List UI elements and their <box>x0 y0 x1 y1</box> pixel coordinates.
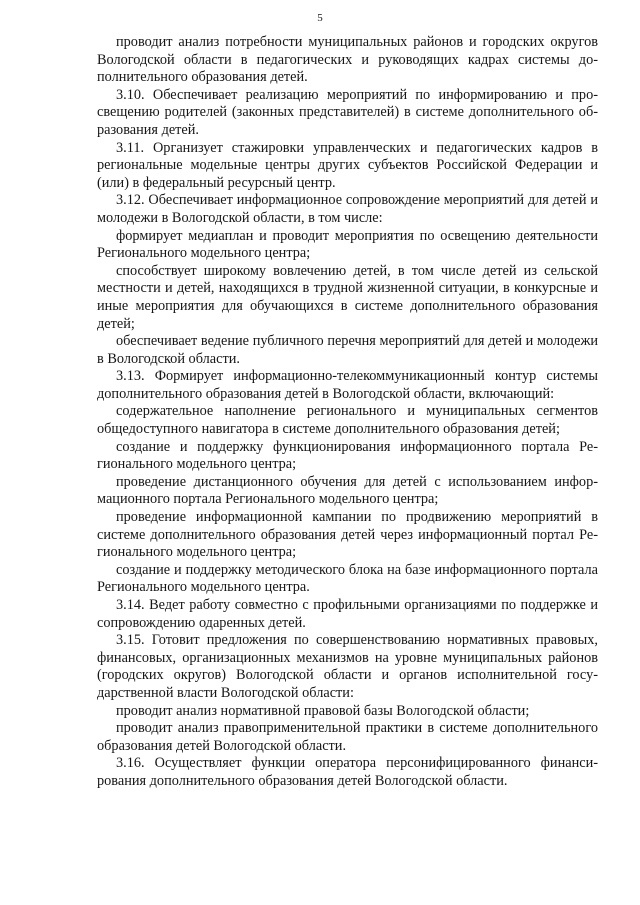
paragraph: 3.15. Готовит предложения по совершенствованию нормативных правовых, финансовых, организационных механизмов на уровне муниципальных районов (городских округов) Вологодской области и органов исполнительной государственной власти Вологодской области: <box>97 632 598 701</box>
paragraph: проводит анализ правоприменительной практики в системе дополнительного образования детей Вологодской области. <box>97 720 598 754</box>
paragraph: 3.14. Ведет работу совместно с профильными организациями по поддержке и сопровождению одаренных детей. <box>97 597 598 631</box>
paragraph: обеспечивает ведение публичного перечня мероприятий для детей и молодежи в Вологодской области. <box>97 333 598 367</box>
paragraph: 3.13. Формирует информационно-телекоммуникационный контур системы дополнительного образования детей в Вологодской области, включающий: <box>97 368 598 402</box>
paragraph: проведение дистанционного обучения для детей с использованием информационного портала Регионального модельного центра; <box>97 473 598 508</box>
paragraph: проведение информационной кампании по продвижению мероприятий в системе дополнительного образования детей через информационный портал Регионального модельного центра; <box>97 509 598 561</box>
paragraph: создание и поддержку функционирования информационного портала Регионального модельного центра; <box>97 438 598 473</box>
paragraph: проводит анализ нормативной правовой базы Вологодской области; <box>116 702 530 719</box>
paragraph: 3.16. Осуществляет функции оператора персонифицированного финансирования дополнительного образования детей Вологодской области. <box>97 755 598 789</box>
paragraph: 3.12. Обеспечивает информационное сопровождение мероприятий для детей и молодежи в Вологодской области, в том числе: <box>97 192 598 226</box>
paragraph: содержательное наполнение регионального и муниципальных сегментов общедоступного навигатора в системе дополнительного образования детей; <box>97 403 598 438</box>
paragraph: 3.11. Организует стажировки управленческих и педагогических кадров в региональные модельные центры других субъектов Российской Федерации и (или) в федеральный ресурсный центр. <box>97 139 598 191</box>
paragraph: 3.10. Обеспечивает реализацию мероприятий по информированию и просвещению родителей (законных представителей) в системе дополнительного образования детей. <box>97 86 598 138</box>
paragraph: формирует медиаплан и проводит мероприятия по освещению деятельности Регионального модельного центра; <box>97 227 598 262</box>
document-body <box>97 34 598 791</box>
paragraph: проводит анализ потребности муниципальных районов и городских округов Вологодской области в педагогических и руководящих кадрах системы дополнительного образования детей. <box>97 34 598 86</box>
paragraph: создание и поддержку методического блока на базе информационного портала Регионального модельного центра. <box>97 561 598 596</box>
page-number: 5 <box>317 12 323 24</box>
paragraph: способствует широкому вовлечению детей, в том числе детей из сельской местности и детей, находящихся в трудной жизненной ситуации, в конкурсные и иные мероприятия для обучающихся в системе дополнительного образования детей; <box>97 262 598 332</box>
